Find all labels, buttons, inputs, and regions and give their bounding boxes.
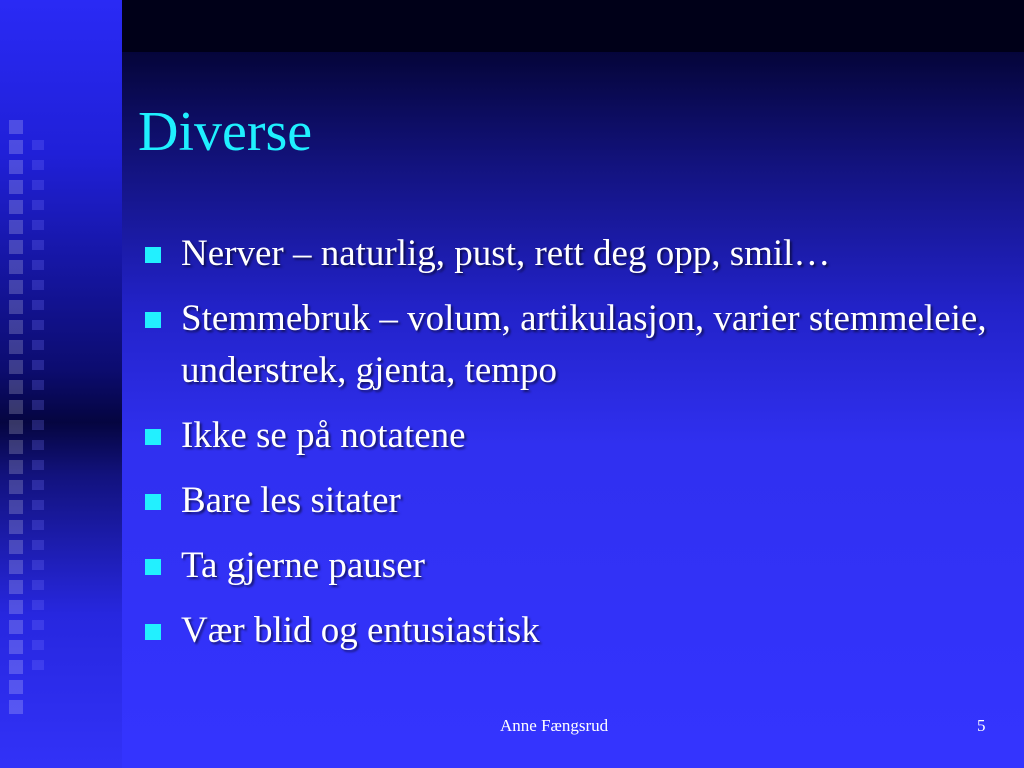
top-dark-bar [122,0,1024,52]
slide-title: Diverse [138,101,313,163]
bullet-item [145,293,1005,397]
square-bullet-icon [145,494,161,510]
bullet-item [145,410,1005,462]
bullet-item [145,540,1005,592]
left-decorative-band [0,0,122,768]
square-bullet-icon [145,312,161,328]
bullet-item [145,475,1005,527]
bullet-list [145,228,1005,670]
page-number: 5 [977,716,986,735]
bullet-text: Ikke se på notatene [181,415,466,456]
square-bullet-icon [145,247,161,263]
square-bullet-icon [145,559,161,575]
square-bullet-icon [145,429,161,445]
footer-author: Anne Fængsrud [500,716,609,735]
bullet-text: Ta gjerne pauser [181,545,425,586]
bullet-text: Vær blid og entusiastisk [181,610,540,651]
bullet-item [145,228,1005,280]
bullet-text: Bare les sitater [181,480,401,521]
decorative-squares [9,120,27,720]
bullet-text: Nerver – naturlig, pust, rett deg opp, smil… [181,233,831,274]
square-bullet-icon [145,624,161,640]
decorative-squares-secondary [32,140,44,680]
bullet-item [145,605,1005,657]
bullet-text: Stemmebruk – volum, artikulasjon, varier stemmeleie, understrek, gjenta, tempo [181,298,987,391]
